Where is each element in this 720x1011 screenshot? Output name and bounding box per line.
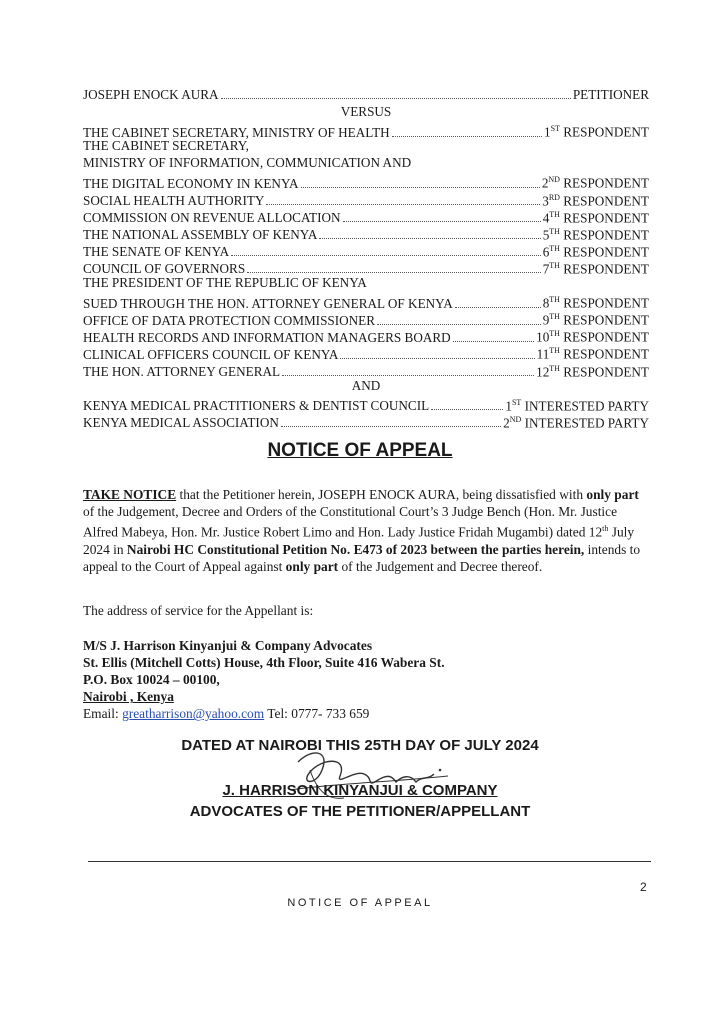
party-role: 1ST RESPONDENT <box>544 124 649 140</box>
party-role: 5TH RESPONDENT <box>542 226 649 243</box>
dot-leader <box>301 186 540 188</box>
party-respondent-2 <box>83 171 649 191</box>
notice-paragraph: TAKE NOTICE that the Petitioner herein, JOSEPH ENOCK AURA, being dissatisfied with only part of the Judgement, Decree and Orders of the Constitutional Court’s 3 Judge Bench (Hon. Mr. Justice Alfred Mabeya, Hon. Mr. Justice Robert Limo and Hon. Lady Justice Fridah Mugambi) dated 12th July 2024 in Nairobi HC Constitutional Petition No. E473 of 2023 between the parties herein, intends to appeal to the Court of Appeal against only part of the Judgement and Decree thereof. <box>83 487 641 574</box>
po-box: P.O. Box 10024 – 00100, <box>83 672 220 688</box>
address-block <box>83 637 445 722</box>
party-role: 11TH RESPONDENT <box>536 346 649 362</box>
party-name: THE DIGITAL ECONOMY IN KENYA <box>83 175 299 191</box>
city: Nairobi , Kenya <box>83 689 174 705</box>
party-respondent-12 <box>83 360 649 377</box>
party-name: THE NATIONAL ASSEMBLY OF KENYA <box>83 227 318 243</box>
party-name: THE HON. ATTORNEY GENERAL <box>83 363 281 379</box>
party-role: 6TH RESPONDENT <box>542 243 649 260</box>
party-respondent-1 <box>83 120 649 140</box>
party-role: 2ND RESPONDENT <box>541 175 649 191</box>
party-respondent-4 <box>83 206 649 226</box>
party-respondent-10 <box>83 325 649 345</box>
party-petitioner <box>83 86 649 103</box>
dot-leader <box>340 357 534 359</box>
party-name: COMMISSION ON REVENUE ALLOCATION <box>83 210 341 226</box>
dot-leader <box>377 323 541 325</box>
party-name: CLINICAL OFFICERS COUNCIL OF KENYA <box>83 346 339 362</box>
party-name: SOCIAL HEALTH AUTHORITY <box>83 192 265 208</box>
party-name: KENYA MEDICAL PRACTITIONERS & DENTIST COUNCIL <box>83 398 430 414</box>
party-name: JOSEPH ENOCK AURA <box>83 87 219 102</box>
party-respondent-2-line1: THE CABINET SECRETARY, <box>83 138 249 154</box>
dot-leader <box>266 203 540 205</box>
parties-list <box>83 86 649 431</box>
street-address: St. Ellis (Mitchell Cotts) House, 4th Floor, Suite 416 Wabera St. <box>83 655 445 671</box>
party-role: 12TH RESPONDENT <box>536 363 649 379</box>
dated-line: DATED AT NAIROBI THIS 25TH DAY OF JULY 2024 <box>181 737 539 754</box>
document-heading: NOTICE OF APPEAL <box>267 440 453 461</box>
party-name: THE SENATE OF KENYA <box>83 244 230 260</box>
party-role: 4TH RESPONDENT <box>542 209 649 226</box>
party-name: SUED THROUGH THE HON. ATTORNEY GENERAL OF KENYA <box>83 295 453 311</box>
firm-name: M/S J. Harrison Kinyanjui & Company Advocates <box>83 638 373 653</box>
signatory-firm: J. HARRISON KINYANJUI & COMPANY <box>222 782 498 799</box>
dot-leader <box>392 135 542 137</box>
signature <box>270 740 460 810</box>
address-intro: The address of service for the Appellant is: <box>83 603 314 618</box>
party-role: 2ND INTERESTED PARTY <box>503 414 649 431</box>
footer-title: NOTICE OF APPEAL <box>287 897 433 909</box>
party-name: COUNCIL OF GOVERNORS <box>83 261 246 277</box>
party-respondent-6 <box>83 240 649 260</box>
dot-leader <box>282 374 534 376</box>
party-name: THE CABINET SECRETARY, MINISTRY OF HEALTH <box>83 124 390 140</box>
dot-leader <box>247 271 541 273</box>
party-role: 8TH RESPONDENT <box>542 295 649 311</box>
party-respondent-2-line2: MINISTRY OF INFORMATION, COMMUNICATION AND <box>83 155 412 171</box>
dot-leader <box>281 425 501 427</box>
page-number: 2 <box>640 880 647 894</box>
party-respondent-9 <box>83 308 649 328</box>
dot-leader <box>455 306 541 308</box>
party-interested-1 <box>83 394 649 414</box>
contact-line: Email: greatharrison@yahoo.com Tel: 0777- 733 659 <box>83 706 370 722</box>
dot-leader <box>221 97 571 99</box>
party-name: OFFICE OF DATA PROTECTION COMMISSIONER <box>83 312 376 328</box>
party-role: 7TH RESPONDENT <box>542 260 649 277</box>
dot-leader <box>343 220 541 222</box>
party-role: 1ST INTERESTED PARTY <box>505 397 649 414</box>
party-respondent-3 <box>83 189 649 206</box>
dot-leader <box>231 254 541 256</box>
party-name: KENYA MEDICAL ASSOCIATION <box>83 415 279 431</box>
party-respondent-5 <box>83 223 649 243</box>
and-label: AND <box>351 377 381 393</box>
signatory-role: ADVOCATES OF THE PETITIONER/APPELLANT <box>189 803 531 820</box>
party-role: 3RD RESPONDENT <box>542 192 649 208</box>
dot-leader <box>431 408 503 410</box>
party-name: HEALTH RECORDS AND INFORMATION MANAGERS BOARD <box>83 329 451 345</box>
party-role: 10TH RESPONDENT <box>536 329 649 345</box>
party-respondent-8 <box>83 291 649 311</box>
dot-leader <box>453 340 534 342</box>
party-role: PETITIONER <box>572 87 649 102</box>
footer-divider <box>88 861 651 862</box>
party-respondent-7 <box>83 257 649 277</box>
party-respondent-8-line1: THE PRESIDENT OF THE REPUBLIC OF KENYA <box>83 275 367 291</box>
versus-label: VERSUS <box>340 104 392 120</box>
dot-leader <box>319 237 540 239</box>
party-role: 9TH RESPONDENT <box>542 312 649 328</box>
email-link[interactable]: greatharrison@yahoo.com <box>122 706 265 722</box>
